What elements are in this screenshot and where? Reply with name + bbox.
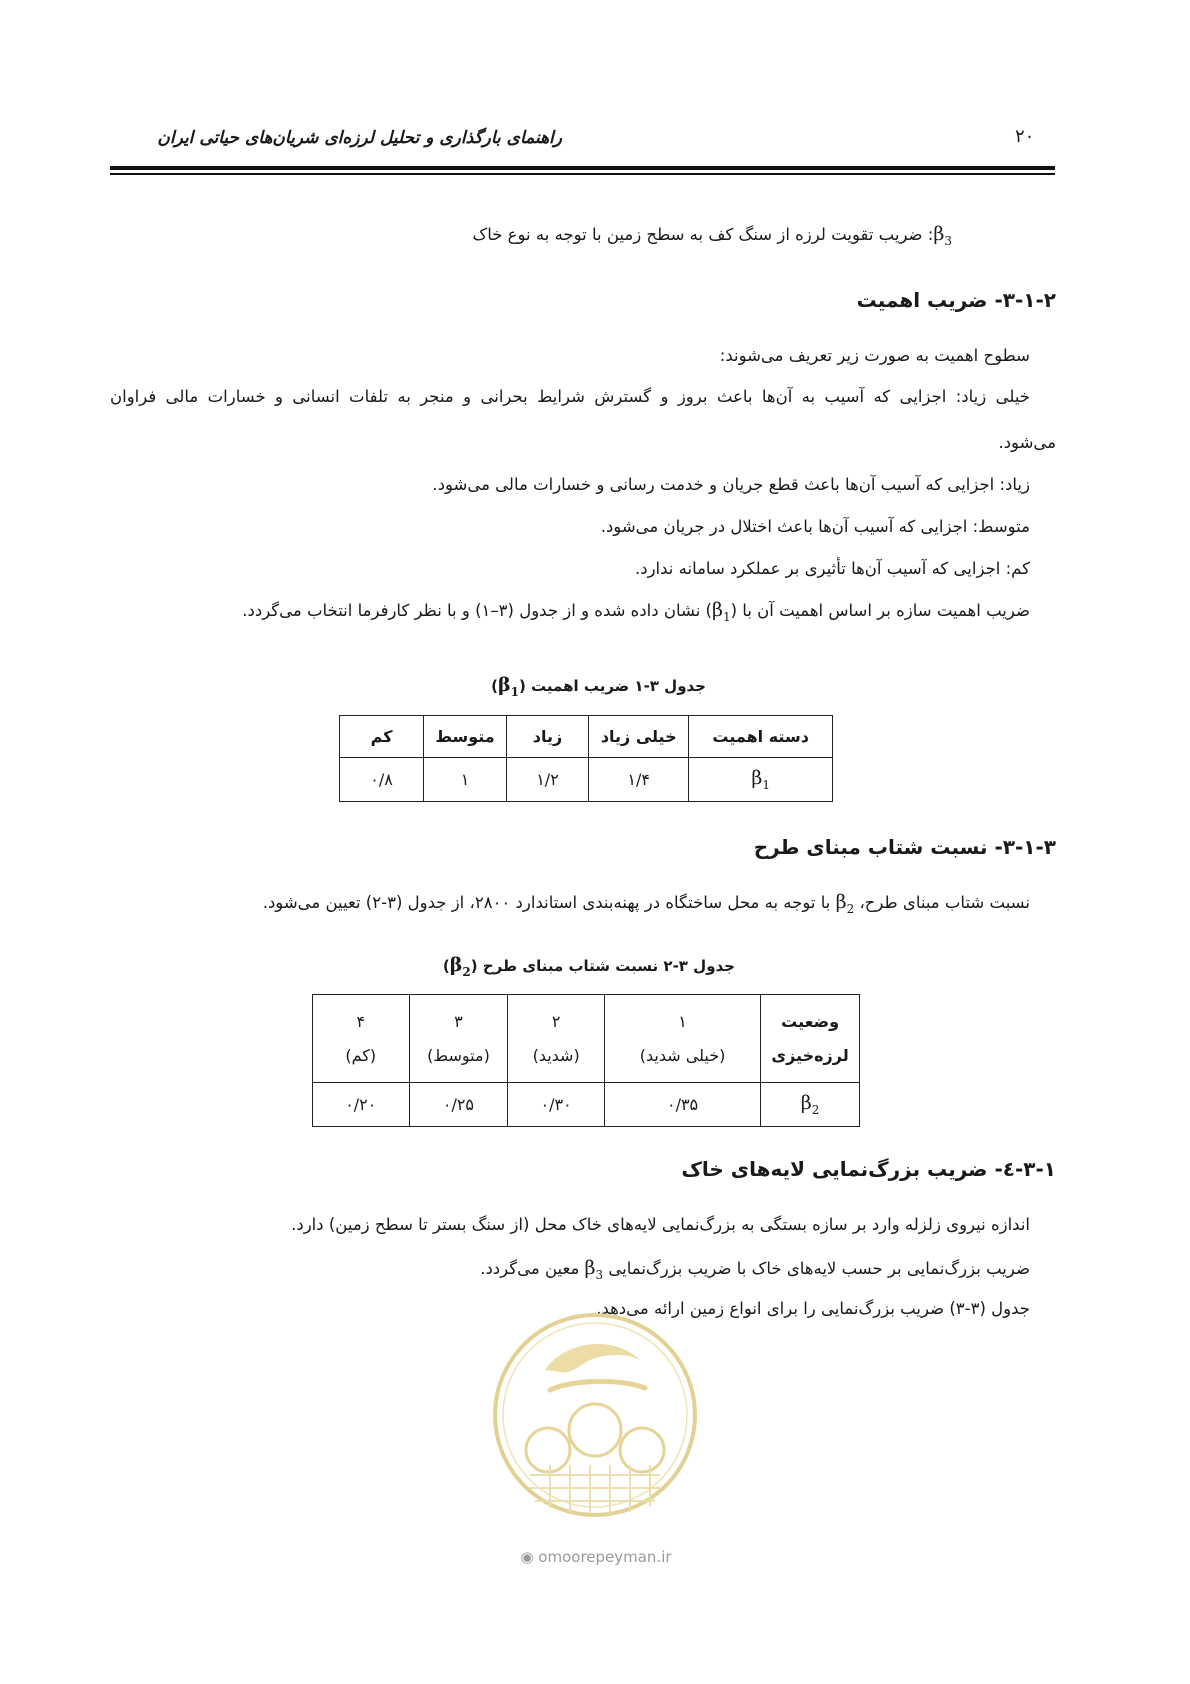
table-cell: ۱/۲ [506,758,588,802]
table-header-cell: کم [340,716,424,758]
paragraph: متوسط: اجزایی که آسیب آن‌ها باعث اختلال در جریان می‌شود. [600,517,1030,536]
watermark-url: ◉ omoorepeyman.ir [520,1548,672,1566]
table-header-cell: ۳ (متوسط) [409,995,508,1083]
paragraph: ضریب اهمیت سازه بر اساس اهمیت آن با $(\beta_1)$ نشان داده شده و از جدول (۳–۱) و با نظر کارفرما انتخاب می‌گردد. [242,599,1030,624]
table-cell: ۰/۳۰ [508,1083,605,1127]
importance-factor-table [339,715,833,802]
beta-symbol: $\beta_1$ [711,599,731,624]
table-header-cell: ۴ (کم) [313,995,410,1083]
paragraph: اندازه نیروی زلزله وارد بر سازه بستگی به بزرگ‌نمایی لایه‌های خاک محل (از سنگ بستر تا سطح زمین) دارد. [291,1215,1030,1234]
watermark-logo-icon [490,1310,700,1520]
intro-line: $\beta_3$: ضریب تقویت لرزه از سنگ کف به سطح زمین با توجه به نوع خاک [472,223,952,248]
table-cell: ۱/۴ [589,758,689,802]
running-header-title: راهنمای بارگذاری و تحلیل لرزه‌ای شریان‌های حیاتی ایران [157,128,562,148]
table-header-cell: دسته اهمیت [689,716,833,758]
paragraph: جدول (۳-۳) ضریب بزرگ‌نمایی را برای انواع زمین ارائه می‌دهد. [596,1299,1030,1318]
header-rule-thin [110,173,1055,175]
table2-caption: جدول ۳-۲ نسبت شتاب مبنای طرح $(\beta_2)$ [442,954,735,979]
header-rule-thick [110,166,1055,170]
paragraph: ضریب بزرگ‌نمایی بر حسب لایه‌های خاک با ضریب بزرگ‌نمایی $\beta_3$ معین می‌گردد. [480,1257,1030,1282]
beta-symbol: $\beta_3$ [933,223,952,248]
table-header-cell: ۲ (شدید) [508,995,605,1083]
page-number: ۲۰ [1015,126,1035,147]
section-heading-soil-amplification: ۳-۱-٤- ضریب بزرگ‌نمایی لایه‌های خاک [681,1157,1056,1181]
table-header-cell: متوسط [424,716,507,758]
beta-symbol: $\beta_3$ [584,1257,604,1282]
table-header-cell: زیاد [506,716,588,758]
table-cell: ۰/۸ [340,758,424,802]
paragraph: نسبت شتاب مبنای طرح، $\beta_2$ با توجه به محل ساختگاه در پهنه‌بندی استاندارد ۲۸۰۰، از جدول (۳-۲) تعیین می‌شود. [262,891,1030,916]
table-row-label: $\beta_1$ [689,758,833,802]
table-cell: ۰/۲۰ [313,1083,410,1127]
paragraph: سطوح اهمیت به صورت زیر تعریف می‌شوند: [719,346,1030,365]
table-cell: ۰/۲۵ [409,1083,508,1127]
paragraph: خیلی زیاد: اجزایی که آسیب به آن‌ها باعث بروز و گسترش شرایط بحرانی و منجر به تلفات انسانی و خسارات مالی فراوان [110,387,1030,406]
table-header-cell: وضعیت لرزه‌خیزی [761,995,860,1083]
table-row-label: $\beta_2$ [761,1083,860,1127]
paragraph: کم: اجزایی که آسیب آن‌ها تأثیری بر عملکرد سامانه ندارد. [634,559,1030,578]
paragraph: می‌شود. [998,433,1056,452]
table-header-cell: خیلی زیاد [589,716,689,758]
paragraph: زیاد: اجزایی که آسیب آن‌ها باعث قطع جریان و خدمت رسانی و خسارات مالی می‌شود. [432,475,1030,494]
table1-caption: جدول ۳-۱ ضریب اهمیت $(\beta_1)$ [491,674,706,699]
beta-symbol: $\beta_2$ [835,891,855,916]
section-heading-importance: ۳-۱-۲- ضریب اهمیت [856,288,1056,312]
table-cell: ۱ [424,758,507,802]
section-heading-design-acceleration: ۳-۱-۳- نسبت شتاب مبنای طرح [753,835,1056,859]
table-cell: ۰/۳۵ [604,1083,760,1127]
design-acceleration-table [312,994,860,1127]
table-header-cell: ۱ (خیلی شدید) [604,995,760,1083]
